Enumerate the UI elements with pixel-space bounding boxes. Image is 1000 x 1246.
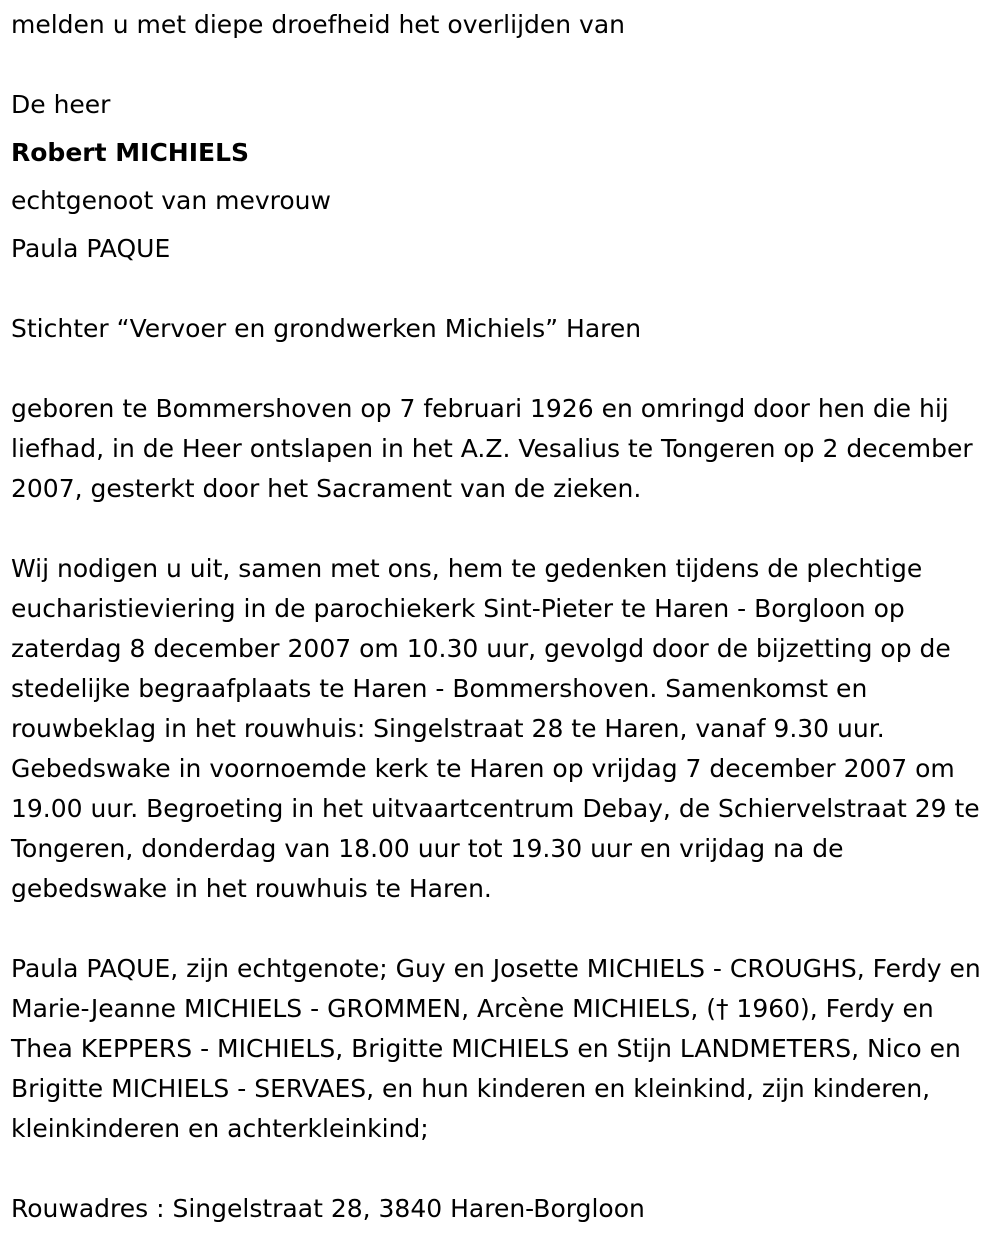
intro-text: melden u met diepe droefheid het overlijden van [11, 10, 626, 39]
invitation-paragraph: Wij nodigen u uit, samen met ons, hem te gedenken tijdens de plechtige eucharistieviering in de parochiekerk Sint-Pieter te Haren - Borgloon op zaterdag 8 december 2007 om 10.30 uur, gevolgd door de bijzetting op de stedelijke begraafplaats te Haren - Bommershoven. Samenkomst en rouwbeklag in het rouwhuis: Singelstraat 28 te Haren, vanaf 9.30 uur. Gebedswake in voornoemde kerk te Haren op vrijdag 7 december 2007 om 19.00 uur. Begroeting in het uitvaartcentrum Debay, de Schiervelstraat 29 te Tongeren, donderdag van 18.00 uur tot 19.30 uur en vrijdag na de gebedswake in het rouwhuis te Haren. [11, 554, 980, 903]
mourning-address: Rouwadres : Singelstraat 28, 3840 Haren-Borgloon [11, 1194, 645, 1223]
spouse-intro: echtgenoot van mevrouw [11, 186, 331, 215]
salutation: De heer [11, 90, 111, 119]
family-paragraph: Paula PAQUE, zijn echtgenote; Guy en Josette MICHIELS - CROUGHS, Ferdy en Marie-Jeanne MICHIELS - GROMMEN, Arcène MICHIELS, († 1960), Ferdy en Thea KEPPERS - MICHIELS, Brigitte MICHIELS en Stijn LANDMETERS, Nico en Brigitte MICHIELS - SERVAES, en hun kinderen en kleinkind, zijn kinderen, kleinkinderen en achterkleinkind; [11, 954, 981, 1143]
founder-line: Stichter “Vervoer en grondwerken Michiels” Haren [11, 314, 642, 343]
deceased-name: Robert MICHIELS [11, 138, 250, 167]
spouse-name: Paula PAQUE [11, 234, 171, 263]
birth-death-paragraph: geboren te Bommershoven op 7 februari 1926 en omringd door hen die hij liefhad, in de Heer ontslapen in het A.Z. Vesalius te Tongeren op 2 december 2007, gesterkt door het Sacrament van de zieken. [11, 394, 973, 503]
